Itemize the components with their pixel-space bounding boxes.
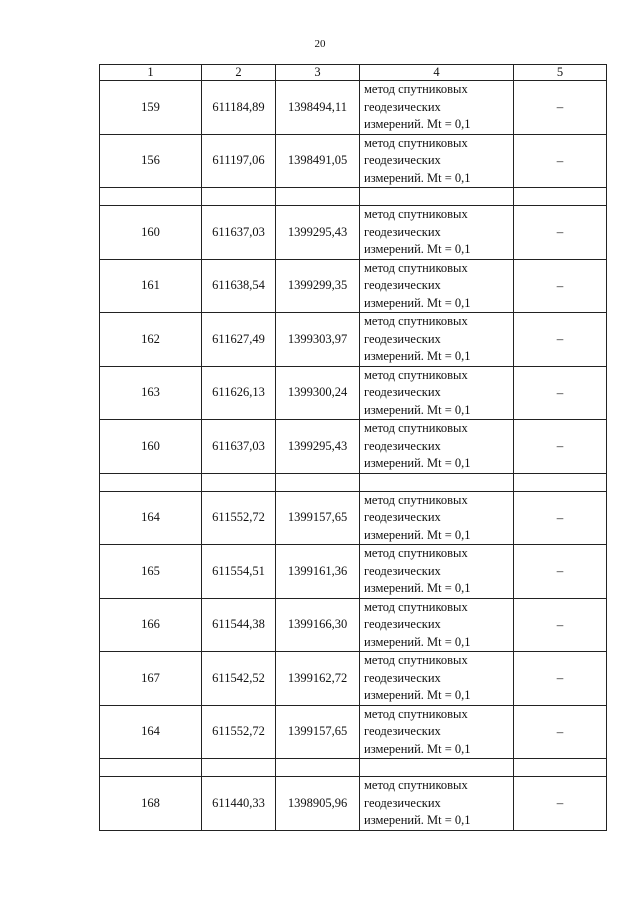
point-number-cell: 160 <box>100 420 202 474</box>
coordinate-y-cell: 1399303,97 <box>276 313 360 367</box>
point-number-cell: 159 <box>100 81 202 135</box>
header-col-3: 3 <box>276 65 360 81</box>
coordinate-x-cell: 611552,72 <box>202 491 276 545</box>
separator-cell <box>360 473 514 491</box>
point-number-cell: 163 <box>100 366 202 420</box>
method-line: измерений. Mt = 0,1 <box>364 117 471 131</box>
table-row <box>100 81 607 135</box>
coordinate-y-cell: 1399295,43 <box>276 420 360 474</box>
deviation-cell: – <box>514 652 607 706</box>
point-number-cell: 167 <box>100 652 202 706</box>
method-line: геодезических <box>364 153 441 167</box>
method-cell <box>360 652 514 706</box>
method-cell <box>360 705 514 759</box>
point-number-cell: 156 <box>100 134 202 188</box>
coordinate-y-cell: 1399295,43 <box>276 206 360 260</box>
method-line: метод спутниковых <box>364 367 468 382</box>
header-col-4: 4 <box>360 65 514 81</box>
method-line: геодезических <box>364 224 441 239</box>
method-line: геодезических <box>364 385 441 399</box>
method-line: метод спутниковых <box>364 706 468 721</box>
coordinate-x-cell: 611638,54 <box>202 259 276 313</box>
coordinate-x-cell: 611637,03 <box>202 206 276 260</box>
method-line: измерений. Mt = 0,1 <box>364 402 471 417</box>
coordinate-x-cell: 611440,33 <box>202 777 276 831</box>
coordinate-y-cell: 1398494,11 <box>276 81 360 135</box>
separator-cell <box>360 759 514 777</box>
method-cell <box>360 777 514 831</box>
method-line: измерений. Mt = 0,1 <box>364 295 471 310</box>
table-header-row <box>100 65 607 81</box>
header-col-1: 1 <box>100 65 202 81</box>
page-number: 20 <box>314 38 326 50</box>
coordinate-y-cell: 1399299,35 <box>276 259 360 313</box>
method-cell <box>360 366 514 420</box>
method-line: измерений. Mt = 0,1 <box>364 813 471 827</box>
deviation-cell: – <box>514 366 607 420</box>
separator-cell <box>100 473 202 491</box>
separator-cell <box>276 188 360 206</box>
table-row <box>100 598 607 652</box>
method-line: измерений. Mt = 0,1 <box>364 527 471 542</box>
coordinate-y-cell: 1399161,36 <box>276 545 360 599</box>
method-line: метод спутниковых <box>364 260 468 275</box>
deviation-cell: – <box>514 313 607 367</box>
separator-cell <box>276 473 360 491</box>
separator-cell <box>202 759 276 777</box>
method-line: метод спутниковых <box>364 599 468 614</box>
method-line: метод спутниковых <box>364 82 468 96</box>
method-line: геодезических <box>364 795 441 810</box>
method-line: метод спутниковых <box>364 492 468 507</box>
table-row <box>100 705 607 759</box>
coordinate-y-cell: 1398491,05 <box>276 134 360 188</box>
point-number-cell: 162 <box>100 313 202 367</box>
coordinate-x-cell: 611184,89 <box>202 81 276 135</box>
coordinate-x-cell: 611627,49 <box>202 313 276 367</box>
method-cell <box>360 491 514 545</box>
table-row <box>100 366 607 420</box>
table-row <box>100 545 607 599</box>
point-number-cell: 160 <box>100 206 202 260</box>
method-line: геодезических <box>364 510 441 524</box>
method-line: метод спутниковых <box>364 314 468 328</box>
method-line: геодезических <box>364 617 441 631</box>
method-line: геодезических <box>364 99 441 114</box>
method-cell <box>360 420 514 474</box>
separator-cell <box>514 759 607 777</box>
deviation-cell: – <box>514 545 607 599</box>
method-line: метод спутниковых <box>364 653 468 667</box>
method-line: геодезических <box>364 438 441 453</box>
deviation-cell: – <box>514 420 607 474</box>
method-line: геодезических <box>364 724 441 738</box>
method-line: метод спутниковых <box>364 135 468 150</box>
coordinate-x-cell: 611542,52 <box>202 652 276 706</box>
coordinate-y-cell: 1399300,24 <box>276 366 360 420</box>
method-line: метод спутниковых <box>364 421 468 435</box>
table-separator-row <box>100 188 607 206</box>
table-separator-row <box>100 759 607 777</box>
deviation-cell: – <box>514 134 607 188</box>
method-line: измерений. Mt = 0,1 <box>364 349 471 363</box>
separator-cell <box>100 759 202 777</box>
point-number-cell: 168 <box>100 777 202 831</box>
table-row <box>100 777 607 831</box>
separator-cell <box>202 473 276 491</box>
method-cell <box>360 206 514 260</box>
method-cell <box>360 134 514 188</box>
coordinate-y-cell: 1398905,96 <box>276 777 360 831</box>
table-row <box>100 420 607 474</box>
method-line: измерений. Mt = 0,1 <box>364 170 471 185</box>
deviation-cell: – <box>514 491 607 545</box>
coordinates-table-body <box>100 65 607 831</box>
separator-cell <box>100 188 202 206</box>
coordinate-y-cell: 1399166,30 <box>276 598 360 652</box>
table-row <box>100 206 607 260</box>
separator-cell <box>514 473 607 491</box>
method-line: геодезических <box>364 670 441 685</box>
coordinate-x-cell: 611554,51 <box>202 545 276 599</box>
deviation-cell: – <box>514 777 607 831</box>
table-separator-row <box>100 473 607 491</box>
method-line: измерений. Mt = 0,1 <box>364 456 471 470</box>
method-line: измерений. Mt = 0,1 <box>364 634 471 649</box>
method-cell <box>360 313 514 367</box>
table-row <box>100 491 607 545</box>
coordinate-x-cell: 611197,06 <box>202 134 276 188</box>
coordinates-table <box>99 64 607 831</box>
coordinate-x-cell: 611626,13 <box>202 366 276 420</box>
coordinate-x-cell: 611637,03 <box>202 420 276 474</box>
method-line: измерений. Mt = 0,1 <box>364 741 471 756</box>
coordinate-y-cell: 1399162,72 <box>276 652 360 706</box>
coordinate-y-cell: 1399157,65 <box>276 491 360 545</box>
table-row <box>100 313 607 367</box>
deviation-cell: – <box>514 598 607 652</box>
table-row <box>100 134 607 188</box>
separator-cell <box>202 188 276 206</box>
method-cell <box>360 81 514 135</box>
coordinate-y-cell: 1399157,65 <box>276 705 360 759</box>
table-row <box>100 652 607 706</box>
method-cell <box>360 545 514 599</box>
point-number-cell: 166 <box>100 598 202 652</box>
table-row <box>100 259 607 313</box>
method-line: измерений. Mt = 0,1 <box>364 688 471 702</box>
coordinate-x-cell: 611544,38 <box>202 598 276 652</box>
method-cell <box>360 598 514 652</box>
deviation-cell: – <box>514 259 607 313</box>
point-number-cell: 164 <box>100 491 202 545</box>
point-number-cell: 161 <box>100 259 202 313</box>
point-number-cell: 165 <box>100 545 202 599</box>
method-line: геодезических <box>364 278 441 292</box>
header-col-5: 5 <box>514 65 607 81</box>
separator-cell <box>514 188 607 206</box>
deviation-cell: – <box>514 705 607 759</box>
header-col-2: 2 <box>202 65 276 81</box>
method-line: метод спутниковых <box>364 778 468 792</box>
method-line: геодезических <box>364 331 441 346</box>
method-line: измерений. Mt = 0,1 <box>364 581 471 595</box>
coordinate-x-cell: 611552,72 <box>202 705 276 759</box>
method-line: метод спутниковых <box>364 207 468 221</box>
method-line: метод спутниковых <box>364 546 468 560</box>
point-number-cell: 164 <box>100 705 202 759</box>
method-line: измерений. Mt = 0,1 <box>364 242 471 256</box>
separator-cell <box>360 188 514 206</box>
separator-cell <box>276 759 360 777</box>
method-line: геодезических <box>364 563 441 578</box>
deviation-cell: – <box>514 81 607 135</box>
deviation-cell: – <box>514 206 607 260</box>
method-cell <box>360 259 514 313</box>
